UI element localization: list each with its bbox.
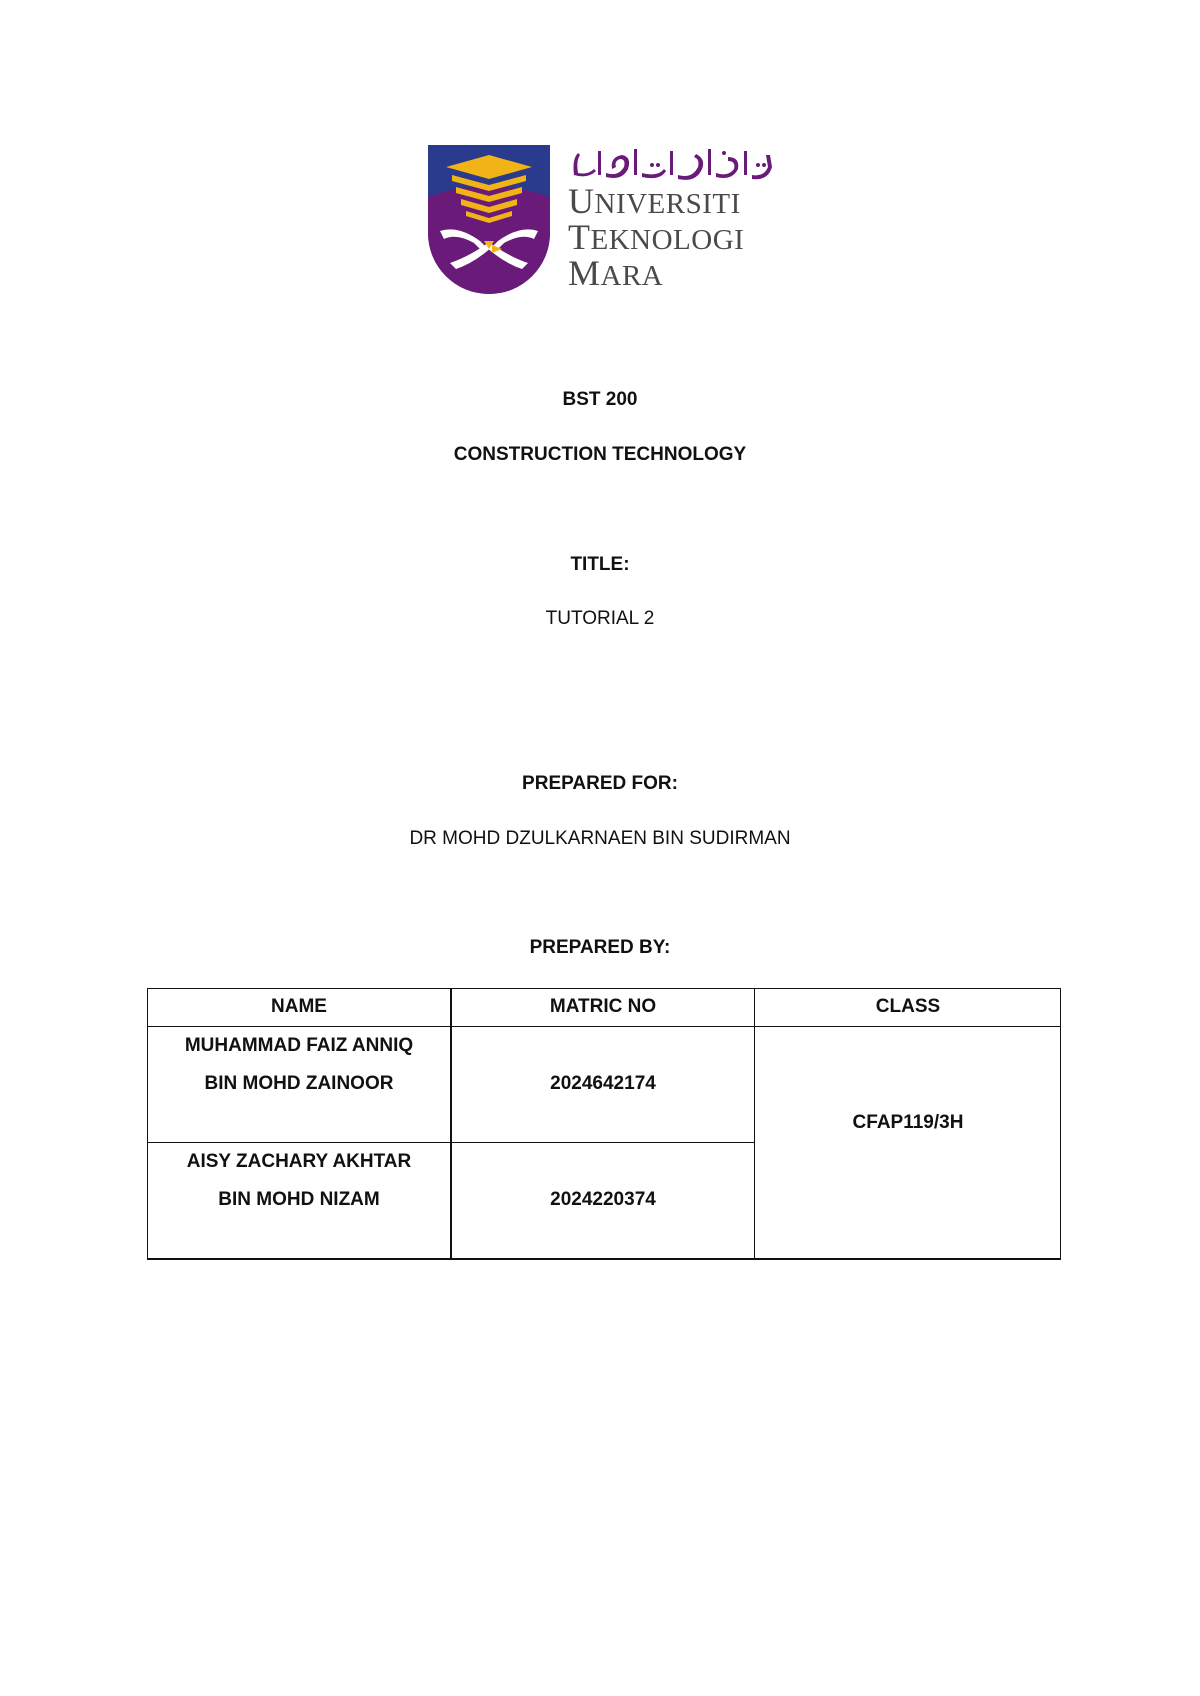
member-1-name-line1: MUHAMMAD FAIZ ANNIQ <box>184 1035 414 1056</box>
prepared-by-label: PREPARED BY: <box>529 937 671 958</box>
course-code: BST 200 <box>562 389 638 410</box>
table-header-class: CLASS <box>875 996 941 1017</box>
wordmark-line-universiti: UNIVERSITI <box>568 181 741 221</box>
course-name: CONSTRUCTION TECHNOLOGY <box>453 444 747 465</box>
member-2-name-line2: BIN MOHD NIZAM <box>218 1189 380 1210</box>
title-label: TITLE: <box>570 554 630 575</box>
uitm-crest-icon <box>428 145 550 295</box>
member-2-matric: 2024220374 <box>550 1189 656 1210</box>
class-code: CFAP119/3H <box>852 1112 964 1133</box>
uitm-logo <box>428 145 780 295</box>
title-value: TUTORIAL 2 <box>545 608 655 629</box>
jawi-script-logo <box>568 145 780 181</box>
members-table <box>147 988 1061 1260</box>
prepared-for-label: PREPARED FOR: <box>522 773 678 794</box>
prepared-for-value: DR MOHD DZULKARNAEN BIN SUDIRMAN <box>409 828 791 849</box>
member-1-name-line2: BIN MOHD ZAINOOR <box>204 1073 394 1094</box>
table-border-bottom <box>147 1258 1061 1260</box>
table-header-matric: MATRIC NO <box>549 996 657 1017</box>
member-1-matric: 2024642174 <box>550 1073 656 1094</box>
wordmark-line-mara: MARA <box>568 253 664 293</box>
university-wordmark <box>568 145 783 295</box>
wordmark-line-teknologi: TEKNOLOGI <box>568 217 745 257</box>
member-2-name-line1: AISY ZACHARY AKHTAR <box>186 1151 412 1172</box>
table-header-name: NAME <box>271 996 327 1017</box>
